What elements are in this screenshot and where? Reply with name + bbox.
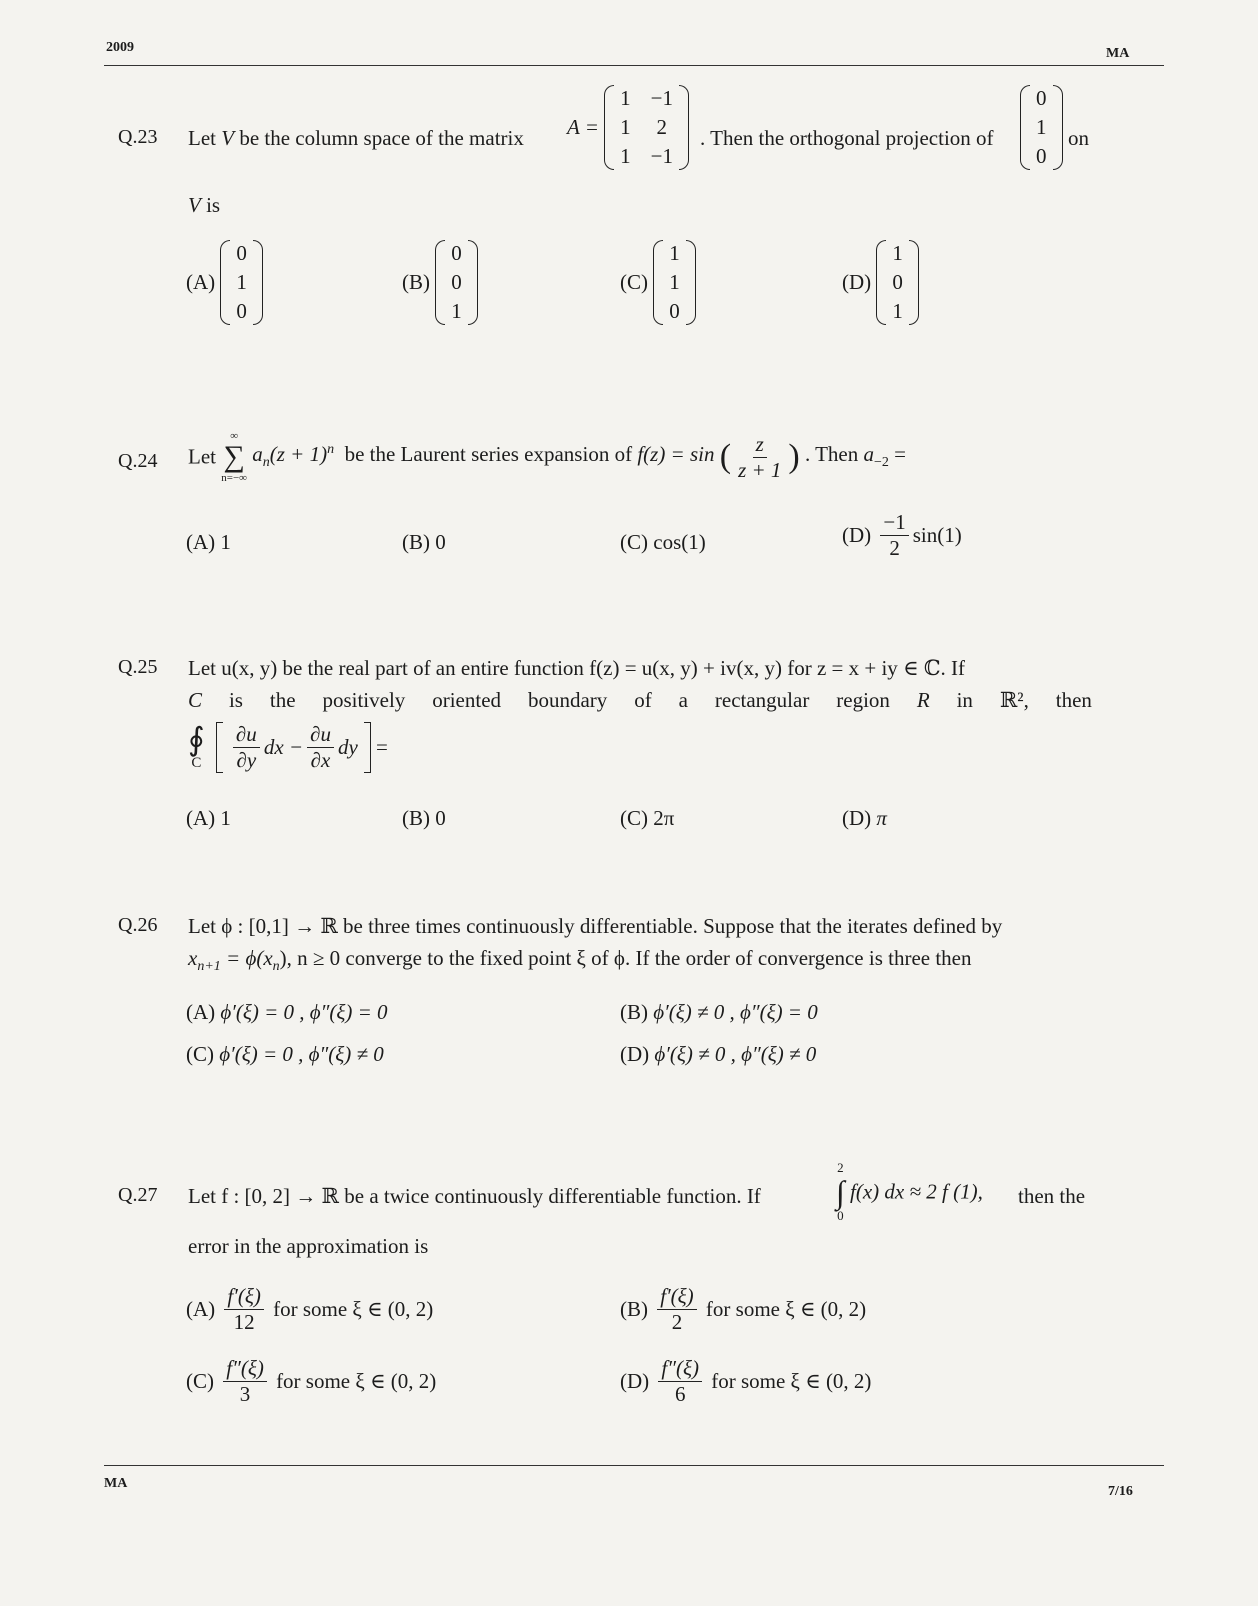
question-stem: Let ϕ : [0,1] → ℝ be three times continuously differentiable. Suppose that the iterates defined by — [188, 914, 1003, 938]
question-stem-cont: . Then the orthogonal projection of — [700, 126, 994, 150]
matrix-cell: −1 — [650, 86, 673, 110]
question-stem: Let V be the column space of the matrix — [188, 126, 524, 150]
header-year: 2009 — [106, 40, 134, 55]
summation: ∞ ∑ n=−∞ — [221, 430, 247, 484]
question-stem-line-2: C is the positively oriented boundary of a rectangular region R in ℝ², then — [188, 688, 1092, 712]
matrix-cell: −1 — [650, 144, 673, 168]
question-stem: Let f : [0, 2] → ℝ be a twice continuously differentiable function. If — [188, 1184, 761, 1208]
option-b[interactable]: (B) 0 — [402, 530, 446, 554]
option-a[interactable]: (A) 0 1 0 — [186, 240, 263, 325]
line-integral: ∮ C $\frac{\partial u}{\partial y}$ dx − $\frac{\partial u}{\partial x}$ dy = — [188, 721, 388, 772]
option-d[interactable]: (D) $\frac{-1}{2}$ sin(1) — [842, 510, 962, 560]
matrix-cell: 1 — [620, 144, 631, 168]
option-b[interactable]: (B) 0 — [402, 806, 446, 830]
option-d[interactable]: (D) ϕ′(ξ) ≠ 0 , ϕ″(ξ) ≠ 0 — [620, 1042, 817, 1066]
option-c[interactable]: (C) ϕ′(ξ) = 0 , ϕ″(ξ) ≠ 0 — [186, 1042, 384, 1066]
option-a[interactable]: (A) 1 — [186, 530, 231, 554]
question-stem: Let ∞ ∑ n=−∞ $a_n(z + 1)^n$ be the Laurent series expansion of f(z) = sin ( $\frac{z}{z + 1}$ ) . Then $a_{-2}$ = — [188, 430, 907, 484]
option-c[interactable]: (C) $\frac{f''(\xi)}{3}$ for some ξ ∈ (0, 2) — [186, 1356, 437, 1406]
question-stem-line-2: $x_{n+1} = \phi(x_n)$, n ≥ 0 converge to the fixed point ξ of ϕ. If the order of convergence is three then — [188, 946, 972, 975]
option-a[interactable]: (A) 1 — [186, 806, 231, 830]
matrix-cell: 1 — [620, 115, 631, 139]
question-stem: Let u(x, y) be the real part of an entire function f(z) = u(x, y) + iv(x, y) for z = x + iy ∈ ℂ. If — [188, 656, 966, 680]
option-c[interactable]: (C) cos(1) — [620, 530, 706, 554]
question-number: Q.24 — [118, 450, 158, 472]
option-b[interactable]: (B) ϕ′(ξ) ≠ 0 , ϕ″(ξ) = 0 — [620, 1000, 818, 1024]
page-number: 7/16 — [1108, 1484, 1133, 1499]
option-b[interactable]: (B) $\frac{f'(\xi)}{2}$ for some ξ ∈ (0, 2) — [620, 1284, 867, 1334]
option-a[interactable]: (A) $\frac{f'(\xi)}{12}$ for some ξ ∈ (0, 2) — [186, 1284, 434, 1334]
option-d[interactable]: (D) 1 0 1 — [842, 240, 919, 325]
matrix-cell: 2 — [656, 115, 668, 139]
integral-expression: 2 ∫ 0 f(x) dx ≈ 2 f (1), — [836, 1160, 983, 1223]
footer-rule — [104, 1465, 1164, 1466]
projection-vector: 0 1 0 — [1020, 85, 1063, 170]
question-number: Q.25 — [118, 656, 158, 678]
option-c[interactable]: (C) 2π — [620, 806, 675, 830]
footer-paper-code: MA — [104, 1476, 128, 1491]
header-rule — [104, 65, 1164, 66]
matrix-a: A = 1 −1 1 2 1 −1 — [567, 85, 689, 170]
question-number: Q.26 — [118, 914, 158, 936]
option-d[interactable]: (D) $\frac{f''(\xi)}{6}$ for some ξ ∈ (0, 2) — [620, 1356, 872, 1406]
option-c[interactable]: (C) 1 1 0 — [620, 240, 696, 325]
option-d[interactable]: (D) π — [842, 806, 887, 830]
question-number: Q.23 — [118, 126, 158, 148]
option-b[interactable]: (B) 0 0 1 — [402, 240, 478, 325]
header-paper-code: MA — [1106, 46, 1130, 61]
question-number: Q.27 — [118, 1184, 158, 1206]
matrix-cell: 1 — [620, 86, 631, 110]
option-a[interactable]: (A) ϕ′(ξ) = 0 , ϕ″(ξ) = 0 — [186, 1000, 388, 1024]
question-stem-line-2: error in the approximation is — [188, 1234, 429, 1258]
